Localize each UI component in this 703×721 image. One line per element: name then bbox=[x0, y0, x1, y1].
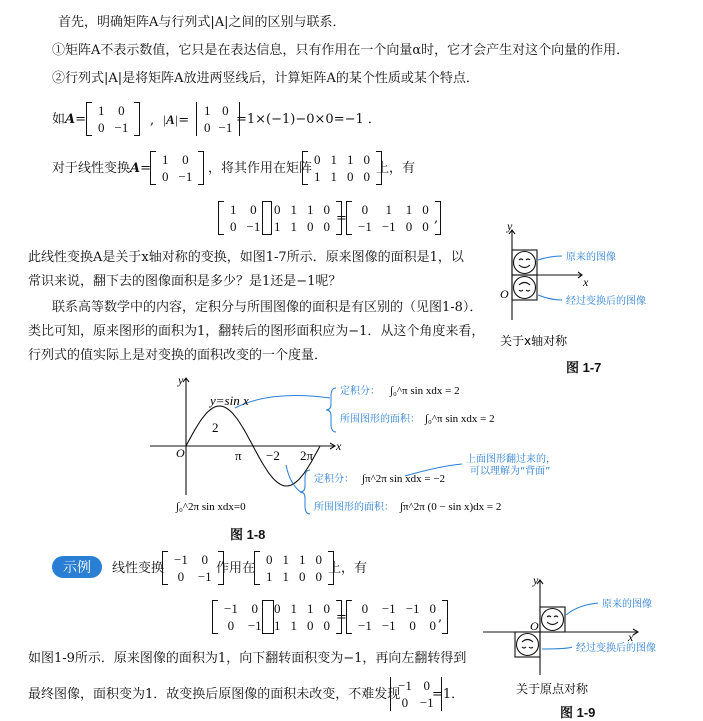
fig18-val-pos: 2 bbox=[212, 420, 219, 435]
figure-1-9 bbox=[478, 575, 698, 705]
fig18-x-label: x bbox=[336, 439, 342, 453]
fig17-origin: O bbox=[500, 287, 509, 301]
fig18-note-1: 上面图形翻过来的， bbox=[466, 454, 556, 465]
transform1-target: 0 1 1 0 1 1 0 0 bbox=[302, 151, 382, 185]
fig18-val-neg: −2 bbox=[266, 448, 280, 463]
example1-calc: =1×(−1)−0×0=−1 ． bbox=[236, 112, 381, 127]
intro-line-2: ①矩阵A不表示数值，它只是在表达信息，只有作用在一个向量α时，它才会产生对这个向量的作用． bbox=[52, 43, 630, 58]
result2-lhs-a: −1 0 0 −1 bbox=[212, 600, 274, 634]
para2-line-2: 类比可知，原来图形的面积为1，翻转后的图形面积应为−1．从这个角度来看， bbox=[28, 324, 485, 339]
fig17-trans-face bbox=[514, 277, 536, 299]
para2-line-1: 联系高等数学中的内容，定积分与所围图像的面积是有区别的（见图1-8）． bbox=[52, 300, 483, 315]
fig17-x-label: x bbox=[583, 275, 589, 289]
transform1-suffix: 上，有 bbox=[376, 161, 416, 176]
fig19-orig-smile bbox=[547, 616, 558, 625]
fig19-arrow-trans bbox=[542, 647, 572, 649]
result2-lhs-b: 0 1 1 0 1 1 0 0 bbox=[262, 600, 342, 634]
fig17-orig-smile bbox=[519, 259, 530, 268]
fig18-origin: O bbox=[176, 446, 185, 460]
fig17-arrow-orig bbox=[538, 256, 562, 260]
example1-det-label: , |A|= bbox=[150, 112, 190, 128]
fig19-caption-sub: 关于原点对称 bbox=[516, 682, 589, 696]
transform1-prefix: 对于线性变换A= bbox=[52, 161, 152, 176]
result1-rhs: 0 1 1 0 −1 −1 0 0 bbox=[346, 201, 441, 235]
intro-line-3: ②行列式|A|是将矩阵A放进两竖线后，计算矩阵A的某个性质或某个特点． bbox=[52, 71, 479, 86]
example2-middle: 作用在 bbox=[216, 561, 256, 576]
fig17-trans-square bbox=[512, 275, 537, 300]
fig18-int2-prefix: 定积分： bbox=[314, 474, 354, 485]
para1-line-1: 此线性变换A是关于x轴对称的变换，如图1-7所示．原来图像的面积是1，以 bbox=[28, 250, 464, 265]
para1-line-2: 常识来说，翻下去的图像面积是多少？是1还是−1呢？ bbox=[28, 274, 342, 289]
fig19-arrow-orig bbox=[566, 603, 598, 615]
example2-suffix: 上，有 bbox=[328, 561, 368, 576]
fig18-int1-expr: ∫₀^π sin xdx = 2 bbox=[390, 385, 460, 397]
example1-prefix: 如A= bbox=[52, 112, 87, 127]
para2-line-3: 行列式的值实际上是对变换的面积改变的一个度量． bbox=[28, 348, 328, 363]
fig18-note-2: 可以理解为“背面” bbox=[470, 466, 551, 477]
fig17-orig-face bbox=[514, 252, 536, 274]
fig18-area1-prefix: 所围图形的面积： bbox=[340, 414, 420, 425]
result1-lhs-b: 0 1 1 0 1 1 0 0 bbox=[262, 201, 342, 235]
fig18-brace-top bbox=[326, 388, 336, 432]
result2-comma: , bbox=[438, 610, 443, 625]
fig18-pi: π bbox=[235, 448, 242, 463]
fig19-trans-square bbox=[515, 632, 540, 657]
para3-line-2: 最终图像，面积变为1．故变换后原图像的面积未改变，不难发现 bbox=[28, 687, 401, 702]
fig18-curve-label: y=sin x bbox=[210, 393, 249, 408]
fig17-label-trans: 经过变换后的图像 bbox=[566, 296, 646, 307]
figure-1-8 bbox=[140, 370, 700, 520]
fig19-label-orig: 原来的图像 bbox=[602, 599, 652, 610]
fig18-caption: 图 1-8 bbox=[230, 527, 266, 542]
fig17-y-label: y bbox=[507, 219, 513, 233]
para3-end: =1． bbox=[432, 687, 465, 702]
fig17-trans-smile bbox=[519, 283, 530, 292]
fig19-label-trans: 经过变换后的图像 bbox=[576, 643, 656, 654]
example-badge: 示例 bbox=[52, 556, 102, 578]
fig17-arrow-trans bbox=[538, 295, 562, 300]
fig17-orig-square bbox=[512, 250, 537, 275]
example1-det: 1 0 0 −1 bbox=[196, 102, 240, 136]
result2-rhs: 0 −1 −1 0 −1 −1 0 0 bbox=[346, 600, 448, 634]
intro-line-1: 首先，明确矩阵A与行列式|A|之间的区别与联系． bbox=[58, 15, 346, 30]
figure-1-7 bbox=[490, 220, 700, 370]
example2-matrix: −1 0 0 −1 bbox=[162, 551, 224, 585]
fig18-int1-prefix: 定积分： bbox=[340, 386, 380, 397]
fig19-caption: 图 1-9 bbox=[560, 705, 596, 720]
fig19-orig-square bbox=[540, 607, 565, 632]
result2-eq: = bbox=[336, 610, 347, 625]
fig19-orig-face bbox=[542, 609, 564, 631]
transform1-matrix: 1 0 0 −1 bbox=[150, 151, 204, 185]
fig17-caption-sub: 关于x轴对称 bbox=[500, 334, 568, 348]
fig19-origin: O bbox=[530, 619, 539, 633]
fig18-area1-expr: ∫₀^π sin xdx = 2 bbox=[425, 413, 495, 425]
fig18-arrow-top bbox=[235, 396, 330, 408]
result1-eq: = bbox=[336, 211, 347, 226]
fig18-int2-expr: ∫π^2π sin xdx = −2 bbox=[362, 473, 446, 485]
fig19-trans-smile bbox=[522, 640, 533, 649]
fig18-y-label: y bbox=[178, 373, 184, 387]
fig17-caption: 图 1-7 bbox=[566, 360, 602, 375]
example2-prefix: 线性变换 bbox=[112, 561, 165, 576]
result1-lhs-a: 1 0 0 −1 bbox=[218, 201, 272, 235]
fig18-area2-expr: ∫π^2π (0 − sin x)dx = 2 bbox=[400, 501, 502, 513]
fig17-label-orig: 原来的图像 bbox=[566, 252, 616, 263]
para3-det: −1 0 0 −1 bbox=[390, 677, 442, 711]
transform1-middle: ，将其作用在矩阵 bbox=[208, 161, 313, 176]
fig18-two-pi: 2π bbox=[300, 448, 314, 463]
result1-comma: , bbox=[434, 211, 439, 226]
fig18-area2-prefix: 所围图形的面积： bbox=[314, 502, 394, 513]
fig19-y-label: y bbox=[533, 573, 539, 587]
fig19-x-label: x bbox=[628, 630, 634, 644]
fig18-bottom-expr: ∫₀^2π sin xdx=0 bbox=[176, 501, 246, 513]
fig19-trans-face bbox=[517, 634, 539, 656]
para3-line-1: 如图1-9所示．原来图像的面积为1，向下翻转面积变为−1，再向左翻转得到 bbox=[28, 651, 467, 666]
example2-target: 0 1 1 0 1 1 0 0 bbox=[254, 551, 334, 585]
example1-matrix: 1 0 0 −1 bbox=[86, 102, 140, 136]
